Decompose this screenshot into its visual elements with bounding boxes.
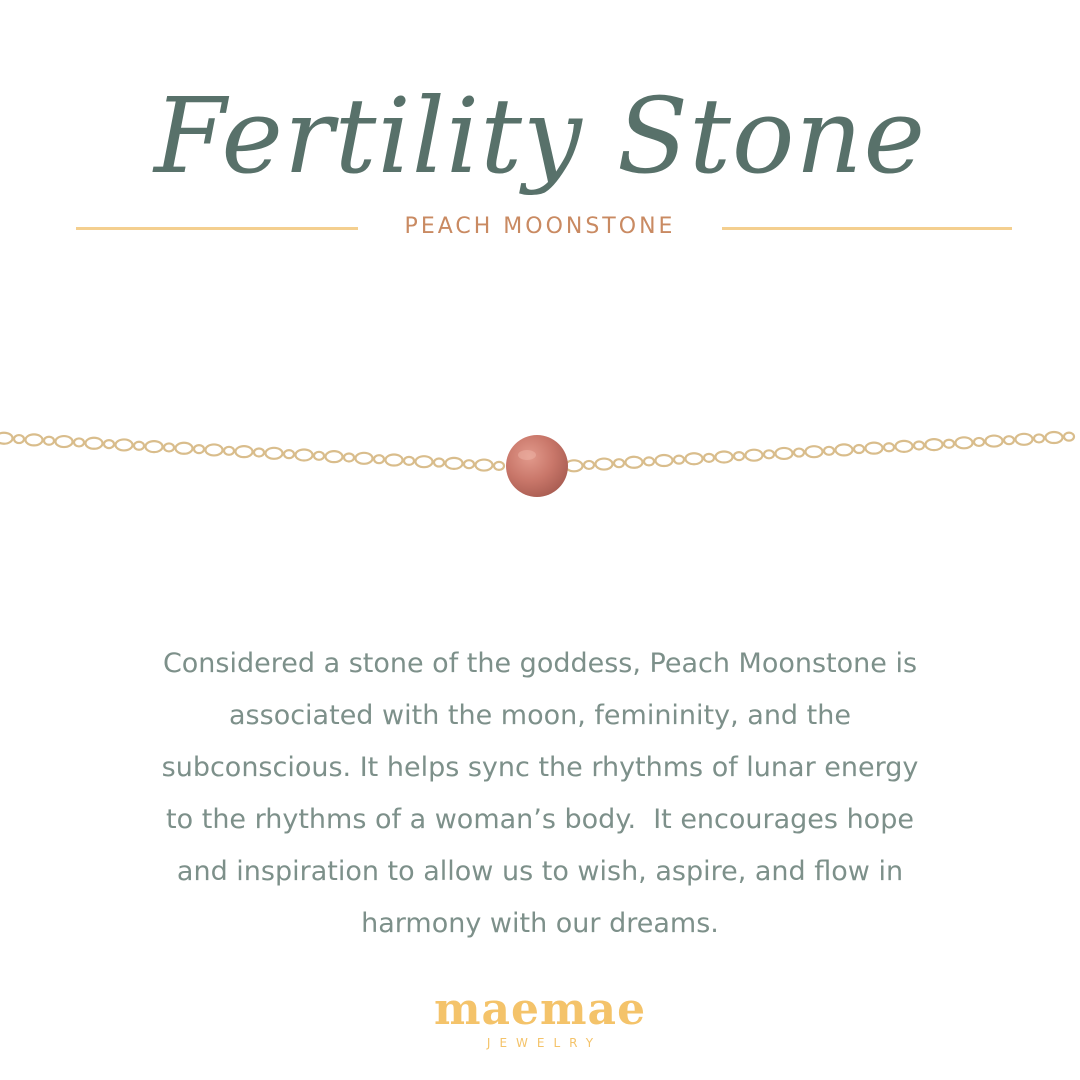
chain-link — [374, 455, 384, 463]
chain-link — [206, 444, 223, 455]
chain-link — [674, 456, 684, 464]
chain-link — [686, 453, 703, 464]
brand-logo — [340, 985, 740, 1051]
description-line: harmony with our dreams. — [361, 908, 719, 939]
chain-link — [104, 440, 114, 448]
chain-link — [44, 437, 54, 445]
chain-link — [116, 439, 133, 450]
chain-link — [896, 441, 913, 452]
chain-link — [1034, 434, 1044, 442]
divider-left — [76, 227, 358, 230]
chain-link — [284, 450, 294, 458]
chain-link — [86, 438, 103, 449]
chain-link — [434, 459, 444, 467]
brand-name: maemae — [433, 984, 647, 1035]
chain-link — [56, 436, 73, 447]
chain-link — [704, 454, 714, 462]
chain-link — [266, 448, 283, 459]
necklace-image — [0, 400, 1080, 520]
chain-link — [914, 441, 924, 449]
chain-link — [644, 457, 654, 465]
chain-link — [404, 457, 414, 465]
chain-link — [806, 446, 823, 457]
chain-link — [926, 439, 943, 450]
chain-link — [614, 459, 624, 467]
chain-link — [356, 453, 373, 464]
chain-link — [584, 461, 594, 469]
chain-link — [224, 447, 234, 455]
description — [100, 638, 980, 950]
chain-link — [944, 440, 954, 448]
chain-link — [596, 459, 613, 470]
chain-link — [656, 455, 673, 466]
description-line: subconscious. It helps sync the rhythms of lunar energy — [161, 752, 919, 783]
chain-link — [296, 449, 313, 460]
chain-link — [566, 460, 583, 471]
chain-link — [194, 445, 204, 453]
chain-link — [416, 456, 433, 467]
stone-bead — [506, 435, 568, 497]
chain-link — [464, 460, 474, 468]
chain-link — [746, 450, 763, 461]
description-line: to the rhythms of a woman’s body. It encourages hope — [166, 804, 914, 835]
chain-link — [764, 450, 774, 458]
chain-link — [386, 455, 403, 466]
chain-link — [446, 458, 463, 469]
chain-link — [986, 436, 1003, 447]
chain-link — [974, 438, 984, 446]
chain-link — [1064, 433, 1074, 441]
chain-link — [854, 445, 864, 453]
chain-link — [1046, 432, 1063, 443]
chain-link — [836, 444, 853, 455]
chain-link — [176, 443, 193, 454]
description-line: and inspiration to allow us to wish, aspire, and flow in — [176, 856, 904, 887]
chain-link — [884, 443, 894, 451]
chain-link — [716, 451, 733, 462]
brand-tagline: JEWELRY — [486, 1036, 603, 1050]
chain-link — [824, 447, 834, 455]
description-line: Considered a stone of the goddess, Peach Moonstone is — [162, 648, 918, 679]
chain-link — [0, 433, 13, 444]
chain-link — [794, 449, 804, 457]
description-line: associated with the moon, femininity, and the — [229, 700, 851, 731]
chain-link — [74, 438, 84, 446]
chain-link — [254, 448, 264, 456]
chain-link — [344, 453, 354, 461]
chain-link — [476, 460, 493, 471]
chain-link — [134, 442, 144, 450]
chain-link — [164, 443, 174, 451]
chain-link — [26, 434, 43, 445]
chain-link — [956, 437, 973, 448]
chain-link — [776, 448, 793, 459]
chain-link — [494, 462, 504, 470]
chain-link — [326, 451, 343, 462]
chain-link — [866, 443, 883, 454]
chain-link — [626, 457, 643, 468]
chain-link — [1016, 434, 1033, 445]
chain-link — [236, 446, 253, 457]
chain-link — [734, 452, 744, 460]
subtitle: PEACH MOONSTONE — [404, 214, 676, 239]
chain-link — [146, 441, 163, 452]
divider-right — [722, 227, 1012, 230]
chain-link — [314, 452, 324, 460]
chain-link — [14, 435, 24, 443]
chain-link — [1004, 436, 1014, 444]
title: Fertility Stone — [153, 75, 927, 197]
